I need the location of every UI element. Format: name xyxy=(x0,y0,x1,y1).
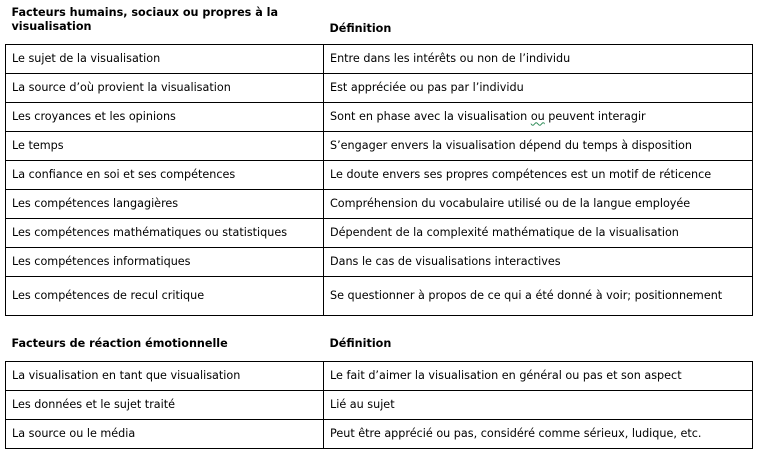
factor-cell: Les croyances et les opinions xyxy=(6,102,324,131)
definition-cell xyxy=(324,102,753,131)
definition-cell: Lié au sujet xyxy=(324,390,753,419)
table-row xyxy=(6,44,753,73)
definition-cell: Peut être apprécié ou pas, considéré comme sérieux, ludique, etc. xyxy=(324,419,753,448)
table-row xyxy=(6,390,753,419)
table-row xyxy=(6,160,753,189)
factor-cell: La source ou le média xyxy=(6,419,324,448)
table-row xyxy=(6,419,753,448)
table-row xyxy=(6,131,753,160)
table-row xyxy=(6,218,753,247)
table-header-row xyxy=(6,4,753,44)
factor-cell: La visualisation en tant que visualisation xyxy=(6,361,324,390)
table-row xyxy=(6,189,753,218)
definition-cell: Dépendent de la complexité mathématique de la visualisation xyxy=(324,218,753,247)
factor-cell: Les données et le sujet traité xyxy=(6,390,324,419)
definition-text-part: Sont en phase avec la visualisation xyxy=(330,109,531,123)
factor-cell: Le temps xyxy=(6,131,324,160)
factor-cell: La source d’où provient la visualisation xyxy=(6,73,324,102)
factor-cell: Le sujet de la visualisation xyxy=(6,44,324,73)
factor-cell: La confiance en soi et ses compétences xyxy=(6,160,324,189)
table-header-row xyxy=(6,334,753,361)
definition-cell: Le fait d’aimer la visualisation en général ou pas et son aspect xyxy=(324,361,753,390)
definition-cell: S’engager envers la visualisation dépend du temps à disposition xyxy=(324,131,753,160)
table-row xyxy=(6,247,753,276)
emotional-reaction-factors-table xyxy=(5,334,753,449)
definition-cell: Entre dans les intérêts ou non de l’individu xyxy=(324,44,753,73)
table-row xyxy=(6,73,753,102)
definition-cell: Dans le cas de visualisations interactives xyxy=(324,247,753,276)
column-header-definition: Définition xyxy=(329,22,392,35)
definition-cell: Est appréciée ou pas par l’individu xyxy=(324,73,753,102)
table-row xyxy=(6,276,753,315)
definition-cell: Compréhension du vocabulaire utilisé ou de la langue employée xyxy=(324,189,753,218)
column-header-factors: Facteurs humains, sociaux ou propres à la visualisation xyxy=(11,6,279,33)
table-row xyxy=(6,361,753,390)
factor-cell: Les compétences mathématiques ou statistiques xyxy=(6,218,324,247)
table-row xyxy=(6,102,753,131)
spellcheck-marked-word: ou xyxy=(530,109,545,123)
definition-cell: Le doute envers ses propres compétences est un motif de réticence xyxy=(324,160,753,189)
factor-cell: Les compétences informatiques xyxy=(6,247,324,276)
factor-cell: Les compétences de recul critique xyxy=(6,276,324,315)
column-header-factors: Facteurs de réaction émotionnelle xyxy=(11,337,228,350)
human-social-factors-table xyxy=(5,4,753,316)
definition-cell: Se questionner à propos de ce qui a été donné à voir; positionnement xyxy=(324,276,753,315)
factor-cell: Les compétences langagières xyxy=(6,189,324,218)
column-header-definition: Définition xyxy=(329,337,392,350)
definition-text-part: peuvent interagir xyxy=(544,109,646,123)
